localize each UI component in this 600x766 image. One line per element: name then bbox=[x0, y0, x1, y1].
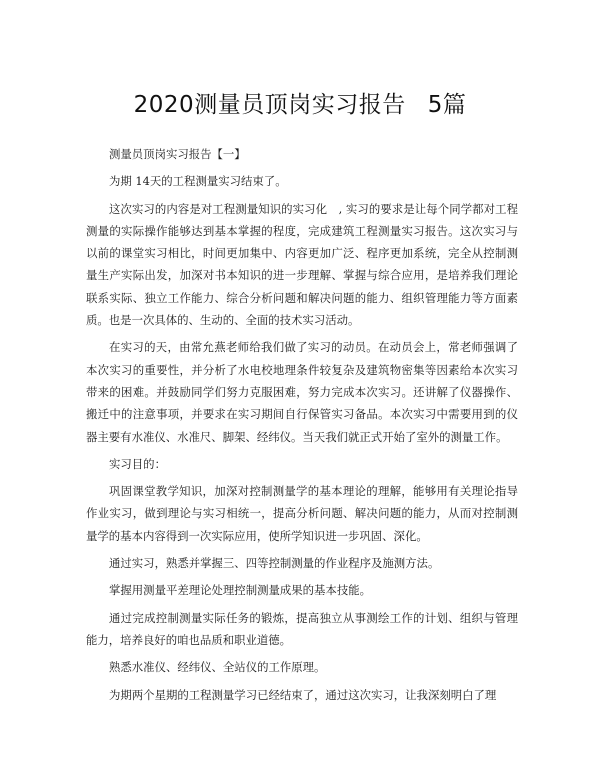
section-heading: 测量员顶岗实习报告【一】 bbox=[109, 147, 246, 161]
paragraph: 掌握用测量平差理论处理控制测量成果的基本技能。 bbox=[109, 583, 371, 598]
paragraph: 通过实习，熟悉并掌握三、四等控制测量的作业程序及施测方法。 bbox=[109, 556, 440, 571]
document-body bbox=[86, 143, 518, 706]
page-title bbox=[0, 86, 600, 119]
title-text: 2020测量员顶岗实习报告 bbox=[133, 92, 406, 118]
paragraph: 通过完成控制测量实际任务的锻炼，提高独立从事测绘工作的计划、组织与管理能力，培养良好的咱也品质和职业道德。 bbox=[86, 610, 518, 647]
paragraph: 这次实习的内容是对工程测量知识的实习化 , 实习的要求是让每个同学都对工程测量的实际操作能够达到基本掌握的程度，完成建筑工程测量实习报告。这次实习与以前的课堂实习相比，时间更加集中、内容更加广泛、程序更加系统，完全从控制测量生产实际出发，加深对书本知识的进一步理解、掌握与综合应用，是培养我们理论联系实际、独立工作能力、综合分析问题和解决问题的能力、组织管理能力等方面素质。也是一次具体的、生动的、全面的技术实习活动。 bbox=[86, 201, 518, 328]
title-suffix: 5篇 bbox=[427, 92, 467, 118]
paragraph: 在实习的天，由常允燕老师给我们做了实习的动员。在动员会上，常老师强调了本次实习的重要性，并分析了水电校地理条件较复杂及建筑物密集等因素给本次实习带来的困难。并鼓励同学们努力克服困难，努力完成本次实习。还讲解了仪器操作、搬迁中的注意事项，并要求在实习期间自行保管实习备品。本次实习中需要用到的仪器主要有水准仪、水准尺、脚架、经纬仪。当天我们就正式开始了室外的测量工作。 bbox=[86, 340, 518, 444]
paragraph: 巩固课堂教学知识，加深对控制测量学的基本理论的理解，能够用有关理论指导作业实习，做到理论与实习相统一，提高分析问题、解决问题的能力，从而对控制测量学的基本内容得到一次实际应用，使所学知识进一步巩固、深化。 bbox=[86, 484, 518, 543]
paragraph: 熟悉水准仪、经纬仪、全站仪的工作原理。 bbox=[109, 660, 326, 675]
paragraph: 为期 14天的工程测量实习结束了。 bbox=[109, 174, 287, 189]
paragraph: 为期两个星期的工程测量学习已经结束了，通过这次实习，让我深刻明白了理 bbox=[109, 687, 497, 702]
paragraph: 实习目的： bbox=[109, 456, 166, 471]
